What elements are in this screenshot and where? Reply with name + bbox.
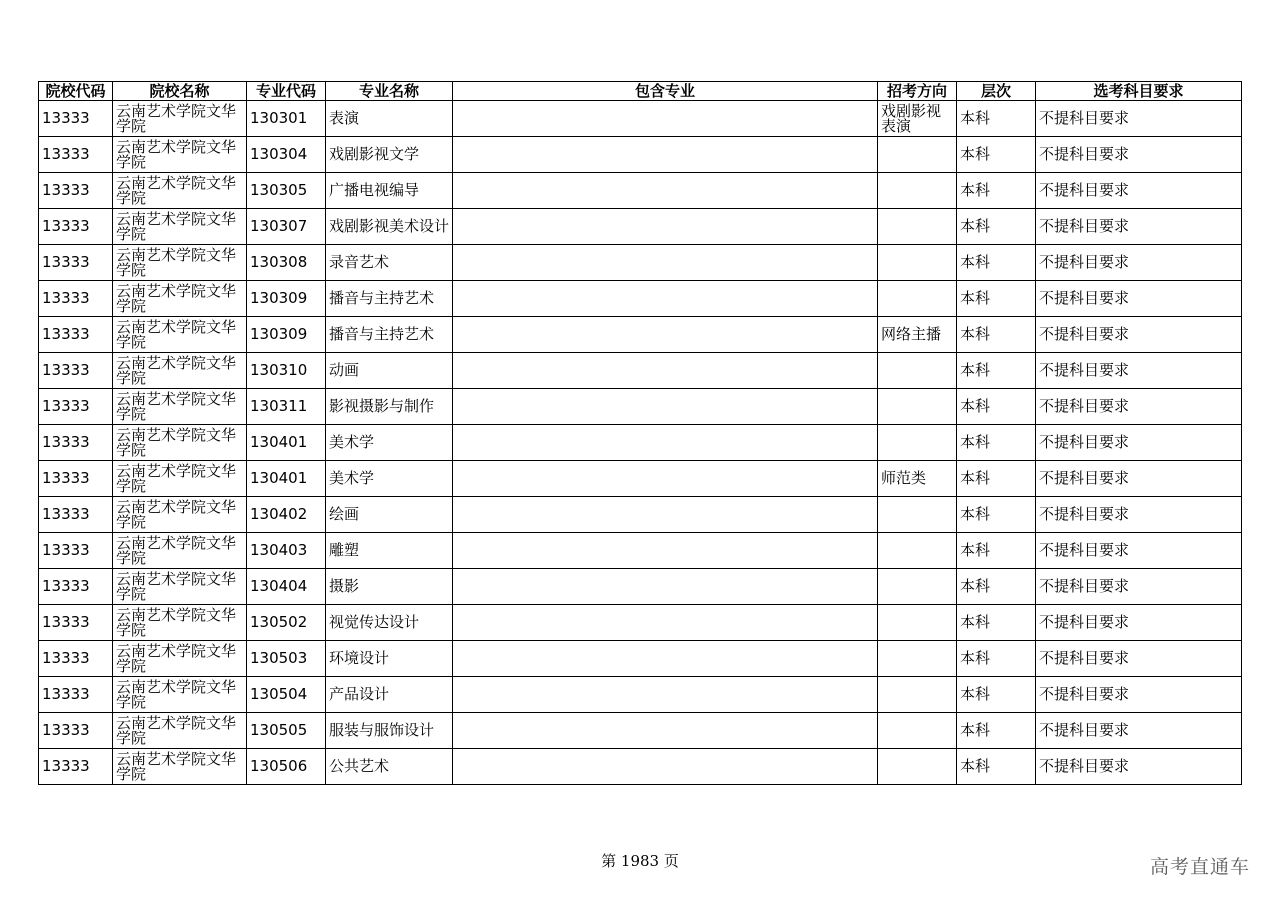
- cell-subject-requirement: 不提科目要求: [1036, 461, 1242, 497]
- cell-included-majors: [453, 209, 878, 245]
- cell-school-code: 13333: [39, 245, 113, 281]
- cell-major-code: 130504: [247, 677, 326, 713]
- cell-level: 本科: [957, 137, 1036, 173]
- cell-included-majors: [453, 317, 878, 353]
- cell-subject-requirement: 不提科目要求: [1036, 605, 1242, 641]
- table-header-row: [39, 82, 1242, 101]
- cell-major-name: 影视摄影与制作: [326, 389, 453, 425]
- cell-included-majors: [453, 605, 878, 641]
- cell-major-code: 130503: [247, 641, 326, 677]
- table-row: [39, 173, 1242, 209]
- cell-major-name: 摄影: [326, 569, 453, 605]
- cell-direction: [878, 245, 957, 281]
- table-row: [39, 317, 1242, 353]
- cell-level: 本科: [957, 209, 1036, 245]
- cell-included-majors: [453, 641, 878, 677]
- cell-direction: [878, 641, 957, 677]
- cell-level: 本科: [957, 173, 1036, 209]
- cell-included-majors: [453, 389, 878, 425]
- cell-major-code: 130402: [247, 497, 326, 533]
- cell-major-code: 130304: [247, 137, 326, 173]
- cell-direction: [878, 713, 957, 749]
- cell-major-code: 130311: [247, 389, 326, 425]
- cell-school-name: 云南艺术学院文华学院: [113, 713, 247, 749]
- cell-level: 本科: [957, 425, 1036, 461]
- cell-major-name: 表演: [326, 101, 453, 137]
- table-row: [39, 245, 1242, 281]
- cell-school-code: 13333: [39, 641, 113, 677]
- cell-major-name: 播音与主持艺术: [326, 281, 453, 317]
- table-row: [39, 209, 1242, 245]
- cell-school-code: 13333: [39, 533, 113, 569]
- page-number: 第 1983 页: [601, 852, 679, 870]
- cell-major-code: 130502: [247, 605, 326, 641]
- cell-major-name: 戏剧影视文学: [326, 137, 453, 173]
- cell-school-code: 13333: [39, 173, 113, 209]
- cell-school-code: 13333: [39, 569, 113, 605]
- cell-level: 本科: [957, 677, 1036, 713]
- cell-school-code: 13333: [39, 605, 113, 641]
- cell-direction: [878, 137, 957, 173]
- cell-subject-requirement: 不提科目要求: [1036, 137, 1242, 173]
- cell-school-code: 13333: [39, 353, 113, 389]
- table-row: [39, 605, 1242, 641]
- cell-included-majors: [453, 425, 878, 461]
- cell-direction: [878, 281, 957, 317]
- cell-major-name: 绘画: [326, 497, 453, 533]
- cell-level: 本科: [957, 245, 1036, 281]
- cell-major-code: 130505: [247, 713, 326, 749]
- header-direction: 招考方向: [878, 82, 957, 101]
- cell-direction: [878, 677, 957, 713]
- table-row: [39, 749, 1242, 785]
- cell-included-majors: [453, 245, 878, 281]
- cell-school-code: 13333: [39, 425, 113, 461]
- cell-major-name: 播音与主持艺术: [326, 317, 453, 353]
- table-body: [39, 101, 1242, 785]
- cell-subject-requirement: 不提科目要求: [1036, 173, 1242, 209]
- cell-school-name: 云南艺术学院文华学院: [113, 677, 247, 713]
- cell-subject-requirement: 不提科目要求: [1036, 749, 1242, 785]
- table-row: [39, 641, 1242, 677]
- cell-subject-requirement: 不提科目要求: [1036, 245, 1242, 281]
- cell-major-code: 130301: [247, 101, 326, 137]
- cell-major-name: 公共艺术: [326, 749, 453, 785]
- cell-major-name: 戏剧影视美术设计: [326, 209, 453, 245]
- table-row: [39, 497, 1242, 533]
- cell-school-name: 云南艺术学院文华学院: [113, 605, 247, 641]
- cell-school-name: 云南艺术学院文华学院: [113, 209, 247, 245]
- header-major-code: 专业代码: [247, 82, 326, 101]
- cell-level: 本科: [957, 713, 1036, 749]
- cell-major-code: 130309: [247, 317, 326, 353]
- cell-level: 本科: [957, 461, 1036, 497]
- cell-direction: [878, 605, 957, 641]
- cell-school-code: 13333: [39, 713, 113, 749]
- cell-school-code: 13333: [39, 281, 113, 317]
- cell-major-code: 130404: [247, 569, 326, 605]
- cell-included-majors: [453, 461, 878, 497]
- cell-school-code: 13333: [39, 137, 113, 173]
- cell-level: 本科: [957, 389, 1036, 425]
- cell-direction: [878, 389, 957, 425]
- table-row: [39, 425, 1242, 461]
- table-row: [39, 533, 1242, 569]
- cell-major-code: 130403: [247, 533, 326, 569]
- header-subject-requirement: 选考科目要求: [1036, 82, 1242, 101]
- table-row: [39, 461, 1242, 497]
- cell-subject-requirement: 不提科目要求: [1036, 425, 1242, 461]
- cell-subject-requirement: 不提科目要求: [1036, 209, 1242, 245]
- cell-subject-requirement: 不提科目要求: [1036, 497, 1242, 533]
- cell-direction: [878, 353, 957, 389]
- cell-major-code: 130401: [247, 425, 326, 461]
- cell-subject-requirement: 不提科目要求: [1036, 533, 1242, 569]
- cell-school-code: 13333: [39, 101, 113, 137]
- cell-major-code: 130506: [247, 749, 326, 785]
- cell-direction: 戏剧影视表演: [878, 101, 957, 137]
- cell-major-code: 130305: [247, 173, 326, 209]
- cell-level: 本科: [957, 101, 1036, 137]
- cell-included-majors: [453, 353, 878, 389]
- cell-included-majors: [453, 173, 878, 209]
- cell-direction: [878, 749, 957, 785]
- table-row: [39, 101, 1242, 137]
- header-included-majors: 包含专业: [453, 82, 878, 101]
- cell-direction: [878, 533, 957, 569]
- cell-subject-requirement: 不提科目要求: [1036, 713, 1242, 749]
- cell-direction: [878, 173, 957, 209]
- cell-level: 本科: [957, 533, 1036, 569]
- cell-level: 本科: [957, 569, 1036, 605]
- cell-level: 本科: [957, 497, 1036, 533]
- header-school-code: 院校代码: [39, 82, 113, 101]
- cell-school-name: 云南艺术学院文华学院: [113, 317, 247, 353]
- cell-major-name: 动画: [326, 353, 453, 389]
- cell-major-code: 130307: [247, 209, 326, 245]
- cell-school-code: 13333: [39, 461, 113, 497]
- cell-direction: [878, 425, 957, 461]
- cell-included-majors: [453, 533, 878, 569]
- cell-school-code: 13333: [39, 497, 113, 533]
- cell-included-majors: [453, 713, 878, 749]
- cell-school-name: 云南艺术学院文华学院: [113, 389, 247, 425]
- header-level: 层次: [957, 82, 1036, 101]
- watermark: 高考直通车: [1149, 856, 1250, 878]
- cell-school-name: 云南艺术学院文华学院: [113, 461, 247, 497]
- cell-school-name: 云南艺术学院文华学院: [113, 533, 247, 569]
- table-row: [39, 569, 1242, 605]
- cell-direction: 师范类: [878, 461, 957, 497]
- cell-school-name: 云南艺术学院文华学院: [113, 173, 247, 209]
- cell-level: 本科: [957, 353, 1036, 389]
- cell-subject-requirement: 不提科目要求: [1036, 677, 1242, 713]
- cell-level: 本科: [957, 317, 1036, 353]
- cell-school-name: 云南艺术学院文华学院: [113, 281, 247, 317]
- cell-direction: [878, 497, 957, 533]
- cell-major-name: 环境设计: [326, 641, 453, 677]
- cell-level: 本科: [957, 641, 1036, 677]
- cell-level: 本科: [957, 605, 1036, 641]
- table-row: [39, 137, 1242, 173]
- cell-school-name: 云南艺术学院文华学院: [113, 425, 247, 461]
- cell-subject-requirement: 不提科目要求: [1036, 281, 1242, 317]
- cell-major-name: 产品设计: [326, 677, 453, 713]
- cell-direction: [878, 569, 957, 605]
- cell-included-majors: [453, 497, 878, 533]
- cell-school-name: 云南艺术学院文华学院: [113, 353, 247, 389]
- cell-included-majors: [453, 281, 878, 317]
- table-row: [39, 389, 1242, 425]
- header-major-name: 专业名称: [326, 82, 453, 101]
- cell-major-name: 广播电视编导: [326, 173, 453, 209]
- cell-subject-requirement: 不提科目要求: [1036, 101, 1242, 137]
- cell-school-name: 云南艺术学院文华学院: [113, 137, 247, 173]
- table-row: [39, 713, 1242, 749]
- cell-direction: 网络主播: [878, 317, 957, 353]
- cell-major-name: 录音艺术: [326, 245, 453, 281]
- cell-included-majors: [453, 569, 878, 605]
- cell-subject-requirement: 不提科目要求: [1036, 569, 1242, 605]
- table-row: [39, 677, 1242, 713]
- header-school-name: 院校名称: [113, 82, 247, 101]
- cell-level: 本科: [957, 281, 1036, 317]
- cell-school-name: 云南艺术学院文华学院: [113, 569, 247, 605]
- cell-school-name: 云南艺术学院文华学院: [113, 641, 247, 677]
- cell-direction: [878, 209, 957, 245]
- cell-included-majors: [453, 101, 878, 137]
- cell-included-majors: [453, 137, 878, 173]
- cell-major-code: 130310: [247, 353, 326, 389]
- cell-major-name: 服装与服饰设计: [326, 713, 453, 749]
- cell-included-majors: [453, 749, 878, 785]
- cell-included-majors: [453, 677, 878, 713]
- cell-major-name: 美术学: [326, 425, 453, 461]
- cell-subject-requirement: 不提科目要求: [1036, 641, 1242, 677]
- table-row: [39, 353, 1242, 389]
- enrollment-table: [38, 81, 1242, 785]
- cell-subject-requirement: 不提科目要求: [1036, 353, 1242, 389]
- cell-school-name: 云南艺术学院文华学院: [113, 245, 247, 281]
- cell-subject-requirement: 不提科目要求: [1036, 389, 1242, 425]
- cell-school-name: 云南艺术学院文华学院: [113, 749, 247, 785]
- cell-school-code: 13333: [39, 677, 113, 713]
- cell-level: 本科: [957, 749, 1036, 785]
- cell-major-code: 130308: [247, 245, 326, 281]
- cell-major-code: 130309: [247, 281, 326, 317]
- cell-school-code: 13333: [39, 209, 113, 245]
- cell-subject-requirement: 不提科目要求: [1036, 317, 1242, 353]
- cell-school-name: 云南艺术学院文华学院: [113, 497, 247, 533]
- cell-school-code: 13333: [39, 317, 113, 353]
- cell-major-name: 美术学: [326, 461, 453, 497]
- cell-major-name: 雕塑: [326, 533, 453, 569]
- table-row: [39, 281, 1242, 317]
- cell-school-code: 13333: [39, 389, 113, 425]
- cell-school-name: 云南艺术学院文华学院: [113, 101, 247, 137]
- cell-major-code: 130401: [247, 461, 326, 497]
- cell-major-name: 视觉传达设计: [326, 605, 453, 641]
- cell-school-code: 13333: [39, 749, 113, 785]
